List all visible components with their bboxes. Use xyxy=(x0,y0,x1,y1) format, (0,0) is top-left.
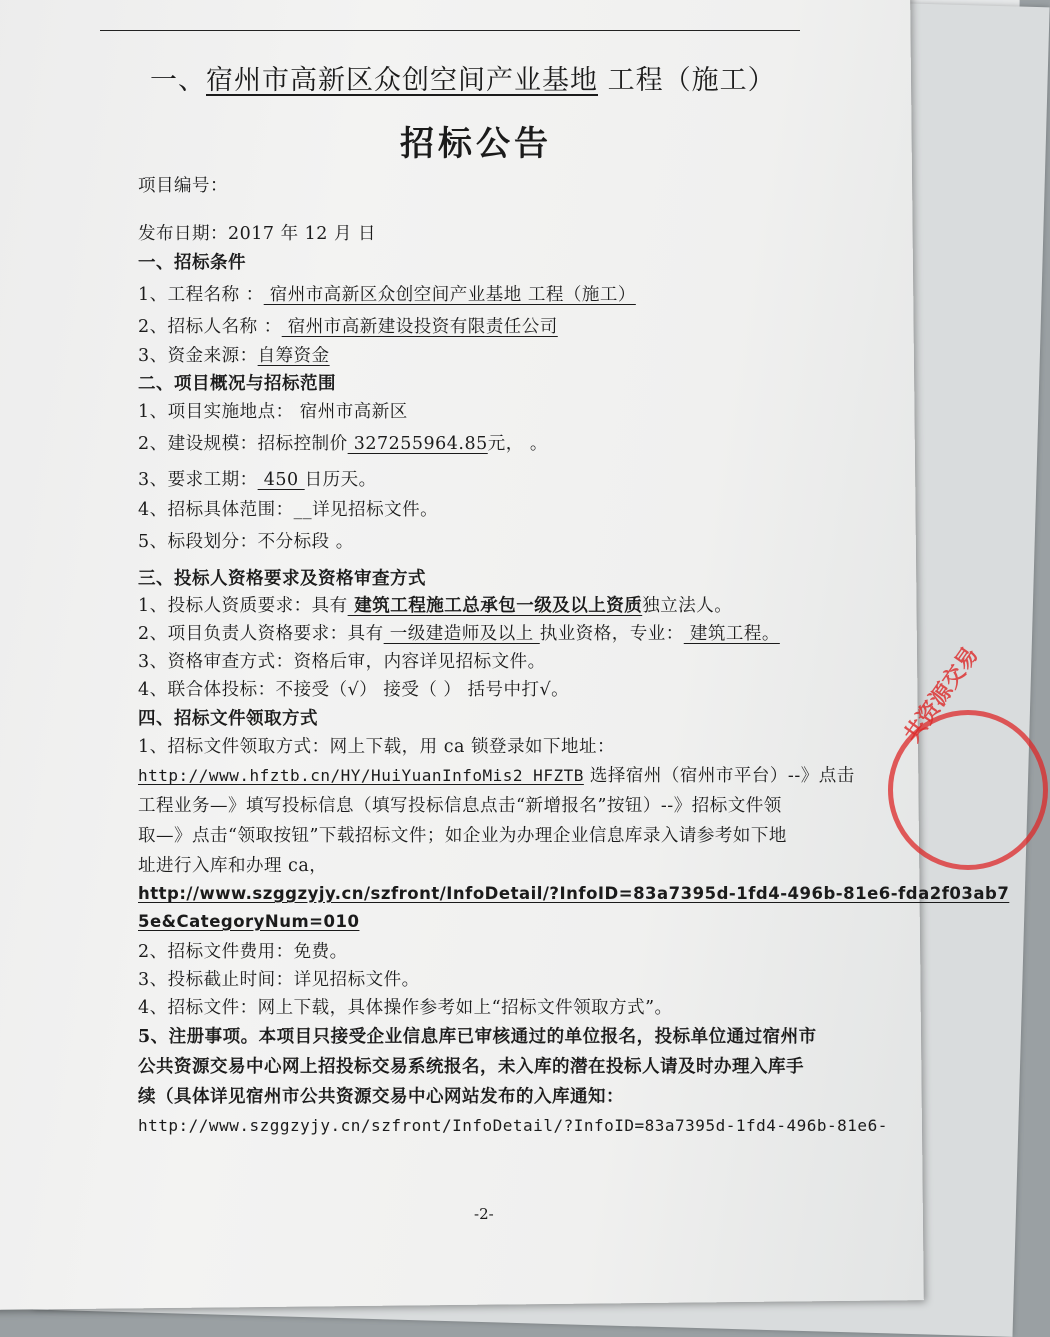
field-label: 3、要求工期： xyxy=(138,470,258,490)
qual-consortium: 4、联合体投标：不接受（√） 接受（ ） 括号中打√。 xyxy=(138,680,570,700)
title-suffix: 工程（施工） xyxy=(598,65,776,96)
hfztb-link[interactable]: http://www.hfztb.cn/HY/HuiYuanInfoMis2_HFZTB xyxy=(138,766,584,785)
field-label: 2、招标人名称 ： xyxy=(138,317,282,337)
project-title xyxy=(150,58,776,97)
docs-download: 4、招标文件：网上下载，具体操作参考如上“招标文件领取方式”。 xyxy=(138,998,673,1018)
field-label: 执业资格，专业： xyxy=(539,624,684,644)
cond-tenderer xyxy=(138,313,558,338)
docs-line: 取—》点击“领取按钮”下载招标文件；如企业为办理企业信息库录入请参考如下地 xyxy=(138,826,787,846)
docs-registration: 续（具体详见宿州市公共资源交易中心网站发布的入库通知： xyxy=(138,1087,624,1107)
field-value: 自筹资金 xyxy=(257,346,330,366)
docs-url-line xyxy=(138,762,855,787)
scope-sections: 5、标段划分：不分标段 。 xyxy=(138,532,354,552)
section-heading: 一、招标条件 xyxy=(138,253,246,273)
field-tail: 独立法人。 xyxy=(642,596,733,616)
field-label: 1、工程名称 ： xyxy=(138,285,264,305)
scope-location: 1、项目实施地点： 宿州市高新区 xyxy=(138,402,408,422)
field-value: 327255964.85 xyxy=(347,434,488,454)
scope-range: 4、招标具体范围：__详见招标文件。 xyxy=(138,500,439,520)
field-value: 建筑工程。 xyxy=(683,624,780,644)
docs-method: 1、招标文件领取方式：网上下载，用 ca 锁登录如下地址： xyxy=(138,737,615,757)
cond-fund-source xyxy=(138,342,330,367)
qual-review: 3、资格审查方式：资格后审，内容详见招标文件。 xyxy=(138,652,546,672)
seal-text: 共资源交易 xyxy=(899,642,984,748)
cond-project-name xyxy=(138,281,636,306)
link-text[interactable]: 5e&CategoryNum=010 xyxy=(138,912,360,931)
top-rule xyxy=(100,30,800,31)
section-heading: 四、招标文件领取方式 xyxy=(138,709,318,729)
title-prefix: 一、 xyxy=(150,65,206,96)
field-label: 1、投标人资质要求：具有 xyxy=(138,596,348,616)
link-text[interactable]: http://www.szggzyjy.cn/szfront/InfoDetail/?InfoID=83a7395d-1fd4-496b-81e6-fda2f03ab7 xyxy=(138,884,1010,903)
scope-scale xyxy=(138,430,548,455)
field-label: 2、建设规模：招标控制价 xyxy=(138,434,348,454)
szggzyjy-link[interactable] xyxy=(138,884,1009,904)
publish-date: 发布日期：2017 年 12 月 日 xyxy=(138,224,377,244)
docs-registration: 公共资源交易中心网上招投标交易系统报名，未入库的潜在投标人请及时办理入库手 xyxy=(138,1057,804,1077)
field-label: 2、项目负责人资格要求：具有 xyxy=(138,624,384,644)
project-no-label: 项目编号： xyxy=(138,176,228,196)
docs-line: 址进行入库和办理 ca， xyxy=(138,856,328,876)
qual-company xyxy=(138,592,732,617)
section-heading: 二、项目概况与招标范围 xyxy=(138,374,336,394)
szggzyjy-link-cont[interactable] xyxy=(138,912,359,932)
docs-registration: 5、注册事项。本项目只接受企业信息库已审核通过的单位报名，投标单位通过宿州市 xyxy=(138,1027,817,1047)
field-label: 3、资金来源： xyxy=(138,346,258,366)
field-value: 宿州市高新区众创空间产业基地 工程（施工） xyxy=(263,285,636,305)
field-tail: 日历天。 xyxy=(304,470,377,490)
qual-manager xyxy=(138,620,780,645)
docs-line: 工程业务—》填写投标信息（填写投标信息点击“新增报名”按钮）--》招标文件领 xyxy=(138,796,782,816)
field-value: 建筑工程施工总承包一级及以上资质 xyxy=(347,596,643,616)
section-heading: 三、投标人资格要求及资格审查方式 xyxy=(138,569,426,589)
docs-deadline: 3、投标截止时间：详见招标文件。 xyxy=(138,970,420,990)
link-text[interactable]: http://www.szggzyjy.cn/szfront/InfoDetail/?InfoID=83a7395d-1fd4-496b-81e6- xyxy=(138,1116,888,1135)
registration-link[interactable] xyxy=(138,1116,888,1136)
page-number: -2- xyxy=(474,1205,494,1223)
field-value: 宿州市高新建设投资有限责任公司 xyxy=(281,317,558,337)
scope-duration xyxy=(138,466,377,491)
title-project-name: 宿州市高新区众创空间产业基地 xyxy=(206,65,598,96)
field-tail: 元， 。 xyxy=(487,434,548,454)
field-value: 450 xyxy=(257,470,305,490)
page-heading: 招标公告 xyxy=(400,124,552,164)
link-tail: 选择宿州（宿州市平台）--》点击 xyxy=(583,766,855,786)
field-value: 一级建造师及以上 xyxy=(383,624,540,644)
docs-fee: 2、招标文件费用：免费。 xyxy=(138,942,348,962)
